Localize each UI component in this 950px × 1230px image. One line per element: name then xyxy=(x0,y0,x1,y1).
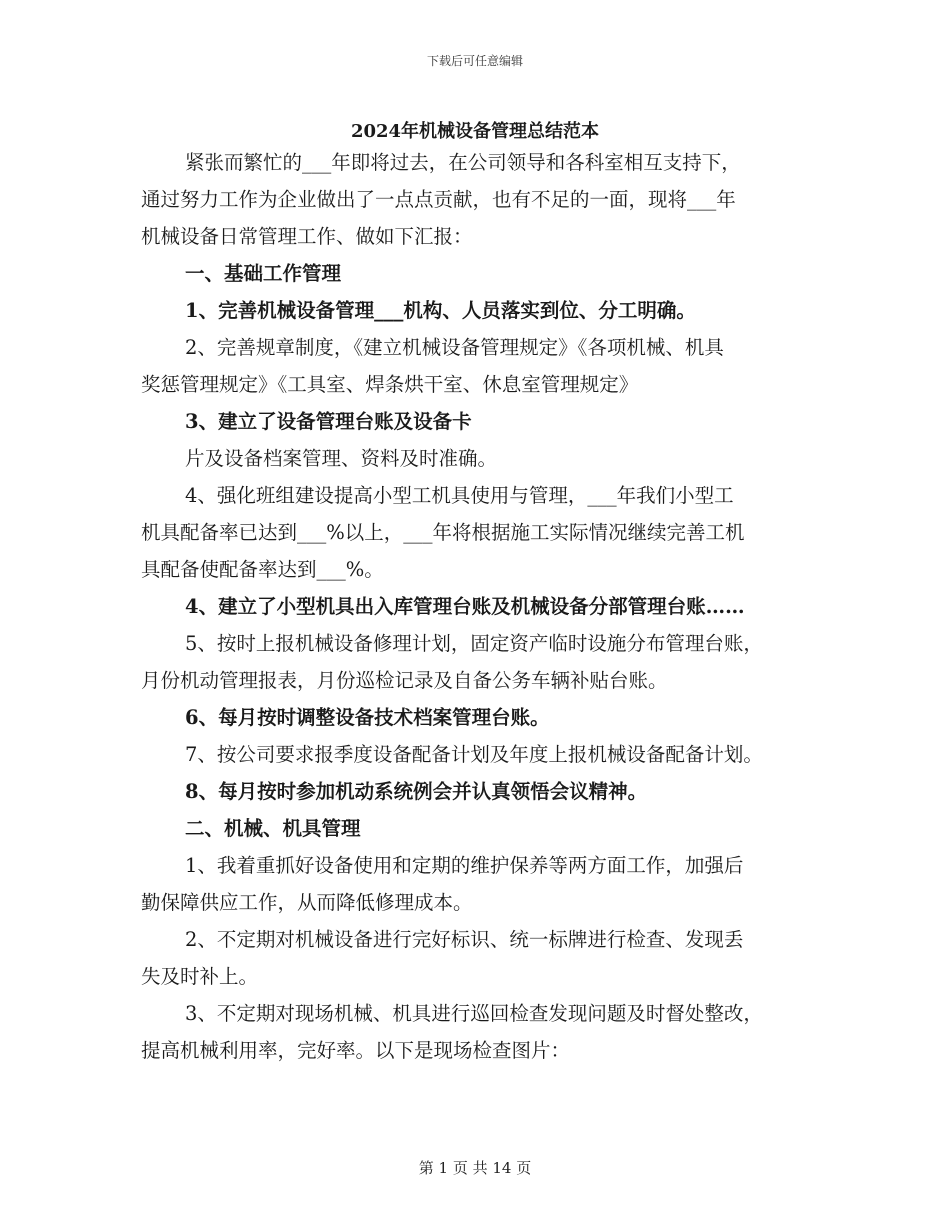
machinery-item-1-line: 1、我着重抓好设备使用和定期的维护保养等两方面工作，加强后 xyxy=(185,854,744,877)
paragraph-intro-line: 紧张而繁忙的___年即将过去，在公司领导和各科室相互支持下， xyxy=(185,151,741,174)
list-item-5-line: 5、按时上报机械设备修理计划，固定资产临时设施分布管理台账， xyxy=(185,632,763,655)
list-item-3-bold: 3、建立了设备管理台账及设备卡 xyxy=(185,410,472,433)
list-item-7: 7、按公司要求报季度设备配备计划及年度上报机械设备配备计划。 xyxy=(185,743,763,766)
machinery-item-2-line: 失及时补上。 xyxy=(141,965,259,988)
header-note: 下载后可任意编辑 xyxy=(426,54,523,68)
list-item-4-line: 具配备使配备率达到___%。 xyxy=(141,558,384,581)
machinery-item-1-line: 勤保障供应工作，从而降低修理成本。 xyxy=(141,891,473,914)
list-item-1-bold: 1、完善机械设备管理___机构、人员落实到位、分工明确。 xyxy=(185,299,696,322)
list-item-3-continuation: 片及设备档案管理、资料及时准确。 xyxy=(185,447,498,470)
document-title: 2024年机械设备管理总结范本 xyxy=(350,121,600,142)
list-item-2-line: 奖惩管理规定》《工具室、焊条烘干室、休息室管理规定》 xyxy=(141,373,639,396)
page-number-footer: 第 1 页 共 14 页 xyxy=(418,1159,532,1177)
list-item-8-bold: 8、每月按时参加机动系统例会并认真领悟会议精神。 xyxy=(185,780,648,803)
list-item-4b-bold: 4、建立了小型机具出入库管理台账及机械设备分部管理台账…… xyxy=(185,595,745,618)
list-item-5-line: 月份机动管理报表，月份巡检记录及自备公务车辆补贴台账。 xyxy=(141,669,668,692)
section-heading-basic-management: 一、基础工作管理 xyxy=(185,262,342,285)
machinery-item-3-line: 3、不定期对现场机械、机具进行巡回检查发现问题及时督处整改， xyxy=(185,1002,763,1025)
document-body xyxy=(141,144,831,1069)
machinery-item-3-line: 提高机械利用率，完好率。以下是现场检查图片： xyxy=(141,1039,571,1062)
list-item-6-bold: 6、每月按时调整设备技术档案管理台账。 xyxy=(185,706,550,729)
section-heading-machinery-management: 二、机械、机具管理 xyxy=(185,817,361,840)
paragraph-intro-line: 机械设备日常管理工作、做如下汇报： xyxy=(141,225,473,248)
list-item-2-line: 2、完善规章制度，《建立机械设备管理规定》《各项机械、机具 xyxy=(185,336,724,359)
list-item-4-line: 机具配备率已达到___%以上，___年将根据施工实际情况继续完善工机 xyxy=(141,521,745,544)
machinery-item-2-line: 2、不定期对机械设备进行完好标识、统一标牌进行检查、发现丢 xyxy=(185,928,744,951)
paragraph-intro-line: 通过努力工作为企业做出了一点点贡献，也有不足的一面，现将___年 xyxy=(141,188,736,211)
list-item-4-line: 4、强化班组建设提高小型工机具使用与管理，___年我们小型工 xyxy=(185,484,734,507)
